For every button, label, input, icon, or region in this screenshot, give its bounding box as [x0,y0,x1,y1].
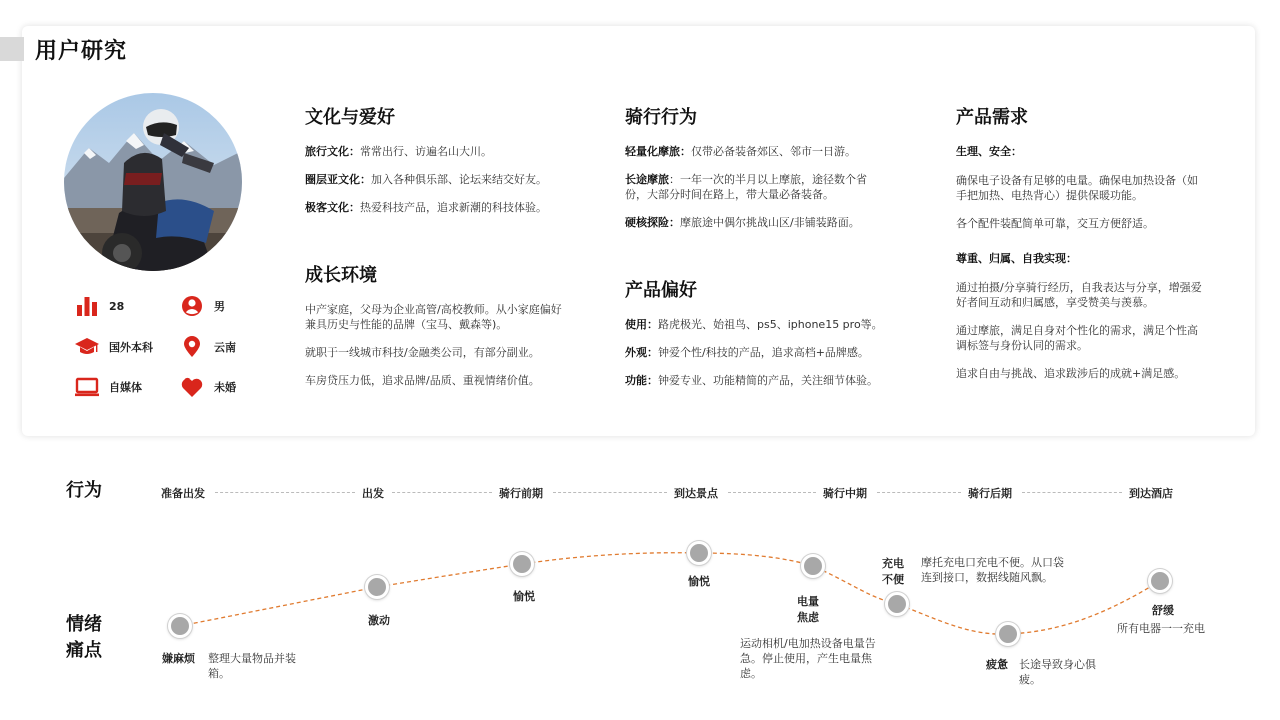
emotion-label: 舒缓 [1152,604,1174,617]
culture-item-geek: 极客文化：热爱科技产品，追求新潮的科技体验。 [305,201,547,214]
stat-gender-label: 男 [214,300,225,313]
pain-point-note: 摩托充电口充电不便。从口袋连到接口，数据线随风飘。 [921,556,1064,584]
stat-marital-label: 未婚 [214,381,236,394]
emotion-point [1148,569,1172,593]
needs-para: 通过拍摄/分享骑行经历，自我表达与分享，增强爱好者间互动和归属感，享受赞美与羡慕。 [956,281,1202,309]
riding-heading: 骑行行为 [625,107,697,128]
behavior-row-label: 行为 [66,480,102,501]
emotion-point [510,552,534,576]
emotion-row-label: 情绪 痛点 [66,614,102,661]
stat-education-label: 国外本科 [109,341,153,354]
culture-heading: 文化与爱好 [305,107,395,128]
pain-point-note: 运动相机/电加热设备电量告急。停止使用，产生电量焦虑。 [740,637,876,680]
prefs-item-usage: 使用：路虎极光、始祖鸟、ps5、iphone15 pro等。 [625,318,883,331]
emotion-label: 疲惫 [986,658,1008,671]
growth-para: 车房贷压力低，追求品牌/品质、重视情绪价值。 [305,374,540,387]
riding-item-light: 轻量化摩旅：仅带必备装备郊区、邻市一日游。 [625,145,856,158]
stage-depart: 出发 [362,487,384,500]
prefs-item-look: 外观：钟爱个性/科技的产品，追求高档+品牌感。 [625,346,869,359]
prefs-item-function: 功能：钟爱专业、功能精简的产品，关注细节体验。 [625,374,878,387]
needs-subheading-esteem: 尊重、归属、自我实现： [956,252,1077,265]
emotion-label: 电量 焦虑 [797,595,819,624]
page-title: 用户研究 [35,39,128,64]
emotion-point [687,541,711,565]
prefs-heading: 产品偏好 [625,280,697,301]
stat-age-label: 28 [109,299,125,313]
stage-arrive-hotel: 到达酒店 [1129,487,1173,500]
stage-prepare: 准备出发 [161,487,205,500]
emotion-label: 嫌麻烦 [162,652,195,665]
stage-late-ride: 骑行后期 [968,487,1012,500]
needs-para: 通过摩旅，满足自身对个性化的需求，满足个性高调标签与身份认同的需求。 [956,324,1198,352]
emotion-point [996,622,1020,646]
stage-arrive-scenic: 到达景点 [674,487,718,500]
culture-item-circle: 圈层亚文化：加入各种俱乐部、论坛来结交好友。 [305,173,547,186]
needs-para: 确保电子设备有足够的电量。确保电加热设备（如手把加热、电热背心）提供保暖功能。 [956,174,1198,202]
emotion-label: 激动 [368,614,390,627]
growth-para: 中产家庭，父母为企业高管/高校教师。从小家庭偏好兼具历史与性能的品牌（宝马、戴森等)。 [305,303,562,331]
stage-mid-ride: 骑行中期 [823,487,867,500]
growth-para: 就职于一线城市科技/金融类公司，有部分副业。 [305,346,540,359]
pain-point-note: 整理大量物品并装箱。 [208,652,296,680]
needs-para: 追求自由与挑战、追求跋涉后的成就+满足感。 [956,367,1186,380]
needs-para: 各个配件装配简单可靠，交互方便舒适。 [956,217,1154,230]
emotion-label: 愉悦 [688,575,710,588]
emotion-point [801,554,825,578]
emotion-point [168,614,192,638]
pain-point-note: 所有电器一一充电 [1117,622,1205,635]
emotion-point [365,575,389,599]
emotion-label: 愉悦 [513,590,535,603]
needs-subheading-safety: 生理、安全： [956,145,1022,158]
emotion-label: 充电 不便 [882,557,904,586]
emotion-point [885,592,909,616]
culture-item-travel: 旅行文化：常常出行、访遍名山大川。 [305,145,492,158]
stat-occupation-label: 自媒体 [109,381,142,394]
needs-heading: 产品需求 [956,107,1028,128]
riding-item-long: 长途摩旅：一年一次的半月以上摩旅，途径数个省份，大部分时间在路上，带大量必备装备。 [625,173,867,201]
growth-heading: 成长环境 [305,265,377,286]
riding-item-hardcore: 硬核探险：摩旅途中偶尔挑战山区/非铺装路面。 [625,216,860,229]
stat-location-label: 云南 [214,341,236,354]
pain-point-note: 长途导致身心俱疲。 [1019,658,1096,686]
stage-early-ride: 骑行前期 [499,487,543,500]
